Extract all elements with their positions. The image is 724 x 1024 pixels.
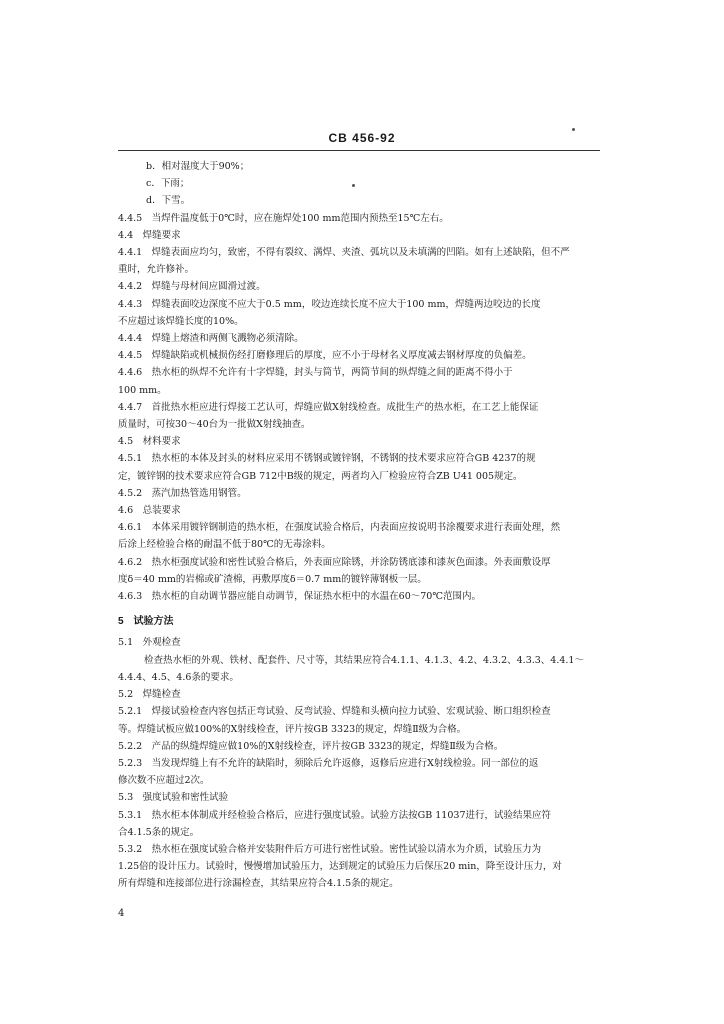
clause-heading: 4.6 总装要求 bbox=[118, 505, 181, 517]
clause-text: 4.4.2 焊缝与母材间应圆滑过渡。 bbox=[118, 281, 266, 293]
clause-text: 4.4.7 首批热水柜应进行焊接工艺认可，焊缝应做X射线检查。成批生产的热水柜，在工艺上能保证 bbox=[118, 401, 539, 413]
clause-text: 5.2.2 产品的纵缝焊缝应做10%的X射线检查，评片按GB 3323的规定，焊缝Ⅱ级为合格。 bbox=[118, 740, 504, 752]
clause-text: 检查热水柜的外观、铁材、配套件、尺寸等，其结果应符合4.1.1、4.1.3、4.2、4.3.2、4.3.3、4.4.1～ bbox=[144, 654, 584, 666]
list-item: d．下雪。 bbox=[146, 195, 191, 207]
clause-heading: 4.4 焊缝要求 bbox=[118, 229, 181, 241]
clause-text: 4.6.1 本体采用镀锌钢制造的热水柜，在强度试验合格后，内表面应按说明书涂覆要求进行表面处理，然 bbox=[118, 522, 561, 534]
header-rule bbox=[118, 150, 600, 151]
clause-text: 质量时，可按30～40台为一批做X射线抽查。 bbox=[118, 419, 311, 431]
clause-text: 重时，允许修补。 bbox=[118, 264, 195, 276]
clause-text: 5.3.1 热水柜本体制成并经检验合格后，应进行强度试验。试验方法按GB 11037进行，试验结果应符 bbox=[118, 809, 551, 821]
clause-text: 所有焊缝和连接部位进行涂漏检查，其结果应符合4.1.5条的规定。 bbox=[118, 878, 399, 890]
clause-text: 合4.1.5条的规定。 bbox=[118, 826, 200, 838]
clause-text: 不应超过该焊缝长度的10%。 bbox=[118, 315, 244, 327]
clause-text: 4.5.2 蒸汽加热管选用钢管。 bbox=[118, 487, 247, 499]
standard-header: CB 456-92 bbox=[328, 131, 396, 145]
clause-text: 4.6.3 热水柜的自动调节器应能自动调节，保证热水柜中的水温在60～70℃范围内。 bbox=[118, 591, 481, 603]
clause-text: 4.6.2 热水柜强度试验和密性试验合格后，外表面应除锈，并涂防锈底漆和漆灰色面漆。外表面敷设厚 bbox=[118, 556, 551, 568]
scan-speck bbox=[572, 128, 575, 131]
clause-text: 4.4.4 焊缝上熔渣和两侧飞溅物必须清除。 bbox=[118, 333, 304, 345]
list-item: c．下雨； bbox=[146, 178, 190, 190]
clause-text: 5.2.3 当发现焊缝上有不允许的缺陷时，须除后允许返修，返修后应进行X射线检验。同一部位的返 bbox=[118, 757, 539, 769]
list-item: b．相对湿度大于90%； bbox=[146, 161, 250, 172]
clause-heading: 5.2 焊缝检查 bbox=[118, 689, 181, 701]
clause-text: 后涂上经检验合格的耐温不低于80℃的无毒涂料。 bbox=[118, 539, 331, 551]
clause-text: 修次数不应超过2次。 bbox=[118, 775, 210, 787]
clause-text: 100 mm。 bbox=[118, 384, 167, 396]
clause-text: 4.4.6 热水柜的纵焊不允许有十字焊缝，封头与筒节，两筒节间的纵焊缝之间的距离不得小于 bbox=[118, 367, 513, 379]
clause-text: 1.25倍的设计压力。试验时，慢慢增加试验压力，达到规定的试验压力后保压20 min，降至设计压力，对 bbox=[118, 861, 562, 873]
document-body bbox=[118, 158, 606, 893]
clause-text: 等。焊缝试板应做100%的X射线检查，评片按GB 3323的规定，焊缝Ⅱ级为合格。 bbox=[118, 723, 467, 735]
clause-heading: 5.3 强度试验和密性试验 bbox=[118, 792, 229, 804]
clause-text: 4.4.3 焊缝表面咬边深度不应大于0.5 mm，咬边连续长度不应大于100 mm，焊缝两边咬边的长度 bbox=[118, 298, 541, 310]
clause-text: 5.3.2 热水柜在强度试验合格并安装附件后方可进行密性试验。密性试验以清水为介质，试验压力为 bbox=[118, 843, 542, 855]
section-title: 5 试验方法 bbox=[118, 616, 174, 628]
clause-heading: 4.5 材料要求 bbox=[118, 436, 181, 448]
scan-speck bbox=[352, 184, 355, 187]
clause-text: 4.5.1 热水柜的本体及封头的材料应采用不锈钢或镀锌钢，不锈钢的技术要求应符合GB 4237的规 bbox=[118, 453, 536, 465]
clause-text: 度δ＝40 mm的岩棉或矿渣棉，再敷厚度δ＝0.7 mm的镀锌薄钢板一层。 bbox=[118, 573, 427, 585]
clause-text: 定，镀锌钢的技术要求应符合GB 712中B级的规定，两者均入厂检验应符合ZB U41 005规定。 bbox=[118, 470, 523, 482]
clause-text: 4.4.5 当焊件温度低于0℃时，应在施焊处100 mm范围内预热至15℃左右。 bbox=[118, 212, 449, 224]
clause-heading: 5.1 外观检查 bbox=[118, 637, 181, 649]
clause-text: 4.4.1 焊缝表面应均匀，致密，不得有裂纹、满焊、夹渣、弧坑以及未填满的凹陷。如有上述缺陷，但不严 bbox=[118, 247, 570, 259]
page-number: 4 bbox=[118, 908, 125, 919]
clause-text: 5.2.1 焊接试验检查内容包括正弯试验、反弯试验、焊缝和头横向拉力试验、宏观试验、断口组织检查 bbox=[118, 706, 551, 718]
clause-text: 4.4.4、4.5、4.6条的要求。 bbox=[118, 671, 239, 683]
clause-text: 4.4.5 焊缝缺陷或机械损伤经打磨修理后的厚度，应不小于母材名义厚度减去钢材厚度的负偏差。 bbox=[118, 350, 532, 362]
